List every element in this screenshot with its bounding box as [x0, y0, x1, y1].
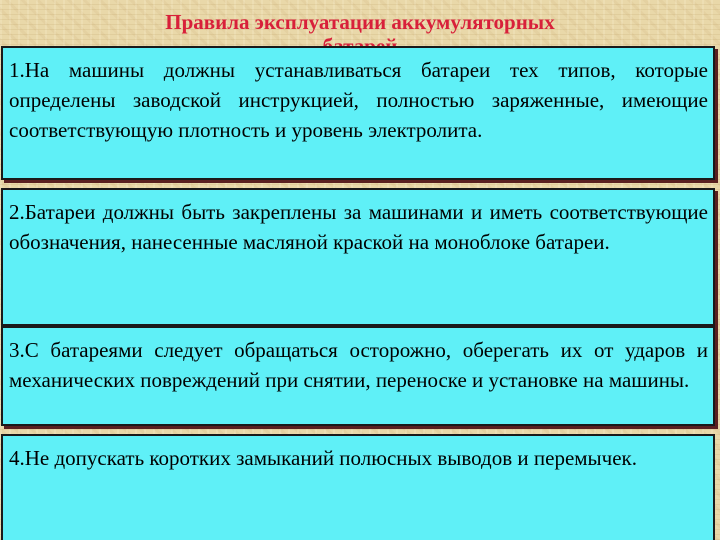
rule-box-2: 2.Батареи должны быть закреплены за машинами и иметь соответствующие обозначения, нанесенные масляной краской на моноблоке батареи.: [1, 188, 715, 326]
rule-box-1: 1.На машины должны устанавливаться батареи тех типов, которые определены заводской инструкцией, полностью заряженные, имеющие соответствующую плотность и уровень электролита.: [1, 46, 715, 180]
slide-title: [0, 10, 720, 38]
slide-title-text: Правила эксплуатации аккумуляторных: [165, 10, 555, 34]
rule-box-3: 3.С батареями следует обращаться осторожно, оберегать их от ударов и механических повреждений при снятии, переноске и установке на машины.: [1, 326, 715, 426]
rule-box-4: 4.Не допускать коротких замыканий полюсных выводов и перемычек.: [1, 434, 715, 540]
